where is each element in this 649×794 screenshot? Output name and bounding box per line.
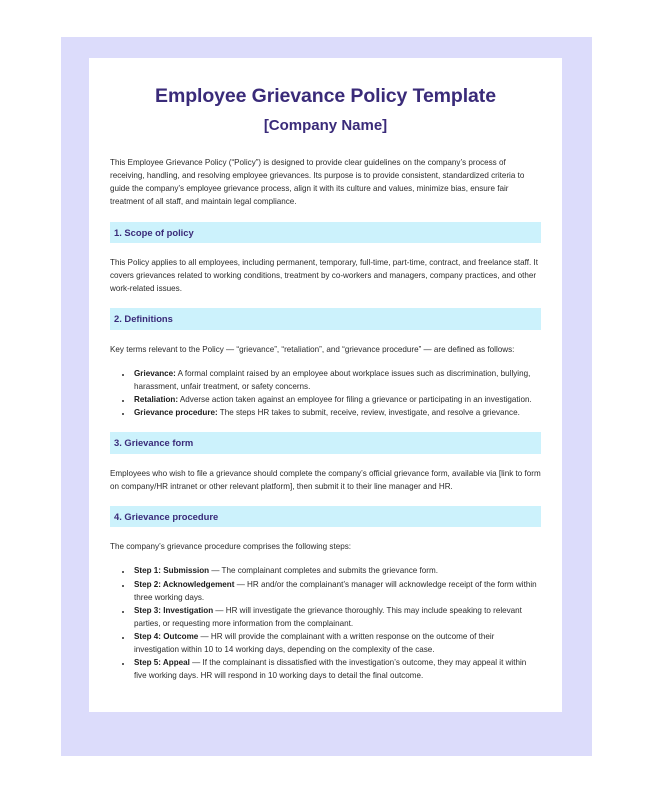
list-item	[132, 630, 541, 656]
page-title: Employee Grievance Policy Template	[155, 85, 496, 107]
step-text: — HR will provide the complainant with a written response on the outcome of their investigation within 10 to 14 working days, depending on the complexity of the case.	[134, 631, 495, 655]
step-text: — HR and/or the complainant’s manager will acknowledge receipt of the form within three working days.	[134, 579, 537, 602]
list-item	[132, 406, 541, 419]
section-paragraph-1: This Policy applies to all employees, including permanent, temporary, full-time, part-time, contract, and freelance staff. It covers grievances related to working conditions, treatment by co-workers and managers, company practices, and other work-related issues.	[110, 257, 538, 294]
list-item	[132, 656, 541, 682]
step-label: Step 2: Acknowledgement	[134, 579, 235, 589]
document-page	[89, 58, 562, 712]
section-body-3	[110, 467, 541, 493]
definition-term: Retaliation:	[134, 395, 179, 405]
step-label: Step 4: Outcome	[134, 631, 199, 641]
section-scope-of-policy	[110, 222, 541, 296]
list-item	[132, 604, 541, 630]
intro-paragraph: This Employee Grievance Policy (“Policy”) is designed to provide clear guidelines on the company’s process of receiving, handling, and resolving employee grievances. Its purpose is to provide consistent, standardized criteria to guide the company’s employee grievance process, align it with its culture and values, minimize bias, ensure fair treatment of all staff, and maintain legal compliance.	[110, 158, 525, 207]
step-label: Step 3: Investigation	[134, 605, 214, 615]
section-body-4	[110, 540, 541, 682]
list-item	[132, 393, 541, 406]
list-item	[132, 578, 541, 604]
section-body-1	[110, 256, 541, 295]
list-item	[132, 367, 541, 393]
section-body-2	[110, 343, 541, 420]
definition-text: The steps HR takes to submit, receive, review, investigate, and resolve a grievance.	[217, 408, 520, 418]
section-heading-1: 1. Scope of policy	[110, 222, 541, 243]
definition-text: A formal complaint raised by an employee about workplace issues such as discrimination, bullying, harassment, unfair treatment, or safety concerns.	[134, 368, 531, 391]
page-subtitle: [Company Name]	[263, 117, 388, 135]
definition-term: Grievance procedure:	[134, 408, 218, 418]
step-text: — The complainant completes and submits the grievance form.	[209, 566, 438, 576]
step-text: — If the complainant is dissatisfied with the investigation’s outcome, they may appeal it within five working days. HR will respond in 10 working days to detail the final outcome.	[134, 658, 527, 681]
step-label: Step 5: Appeal	[134, 658, 190, 668]
section-paragraph-3: Employees who wish to file a grievance should complete the company’s official grievance form, available via [link to form on company/HR intranet or other relevant platform], then submit it to their line manager and HR.	[110, 468, 541, 491]
list-item	[132, 564, 541, 577]
section-grievance-form	[110, 432, 541, 493]
section-definitions	[110, 308, 541, 419]
section-paragraph-2: Key terms relevant to the Policy — “grievance”, “retaliation”, and “grievance procedure” — are defined as follows:	[110, 344, 515, 354]
definition-text: Adverse action taken against an employee for filing a grievance or participating in an investigation.	[178, 395, 532, 405]
section-grievance-procedure	[110, 506, 541, 683]
definitions-list	[110, 367, 541, 419]
step-label: Step 1: Submission	[134, 566, 210, 576]
section-heading-3: 3. Grievance form	[110, 432, 541, 453]
definition-term: Grievance:	[134, 368, 176, 378]
section-heading-4: 4. Grievance procedure	[110, 506, 541, 527]
section-paragraph-4: The company’s grievance procedure comprises the following steps:	[110, 542, 351, 552]
step-text: — HR will investigate the grievance thoroughly. This may include speaking to relevant parties, or requesting more information from the complainant.	[134, 605, 522, 628]
section-heading-2: 2. Definitions	[110, 308, 541, 329]
procedure-steps-list	[110, 564, 541, 682]
